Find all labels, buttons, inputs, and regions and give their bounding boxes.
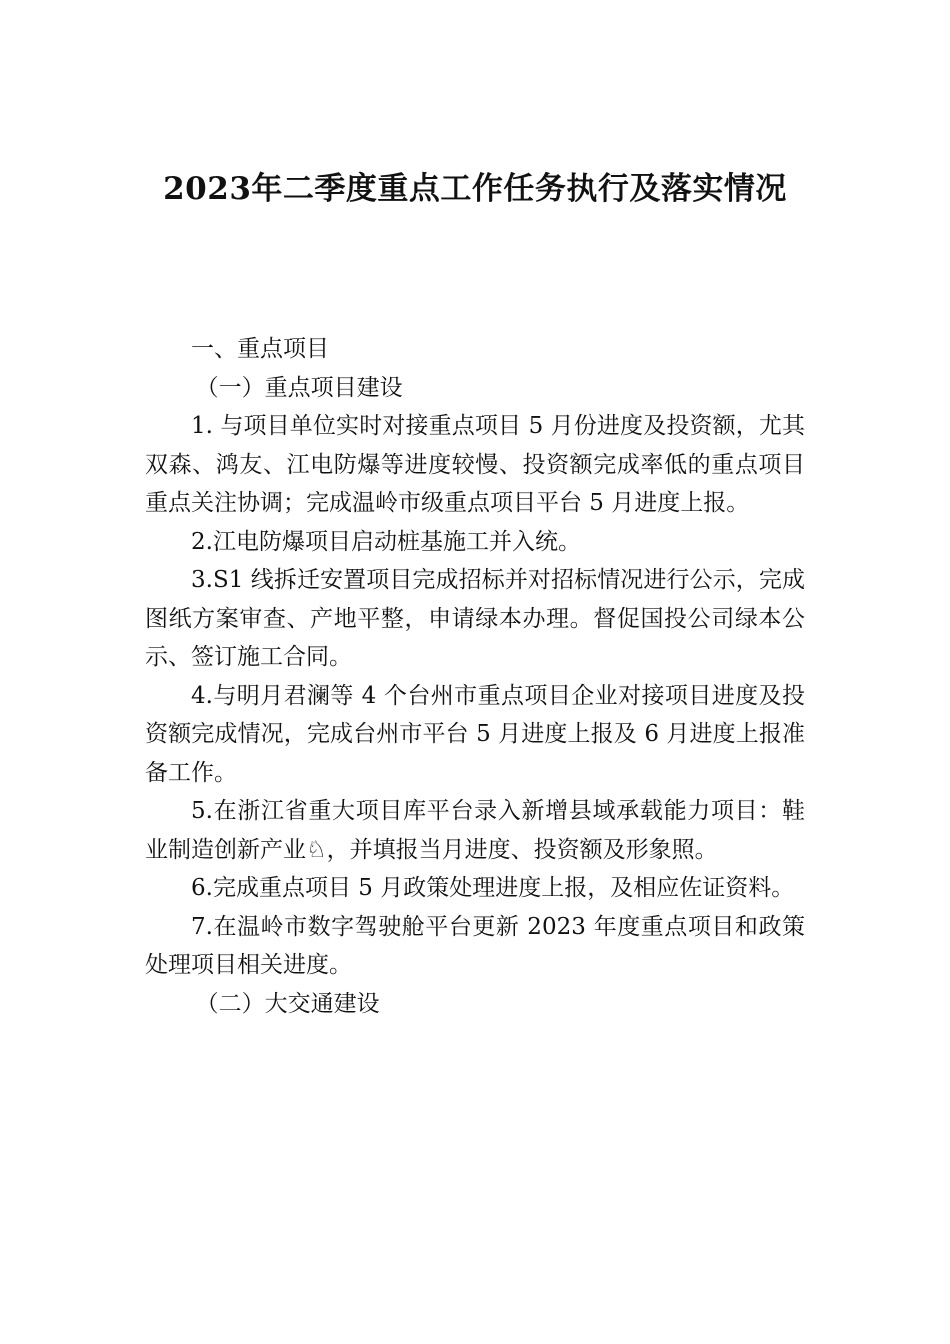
list-item: 5.在浙江省重大项目库平台录入新增县域承载能力项目：鞋业制造创新产业♘，并填报当月进度、投资额及形象照。 bbox=[145, 798, 805, 863]
subsection-heading: （二）大交通建设 bbox=[195, 990, 380, 1017]
list-item: 1. 与项目单位实时对接重点项目 5 月份进度及投资额，尤其双森、鸿友、江电防爆等进度较慢、投资额完成率低的重点项目重点关注协调；完成温岭市级重点项目平台 5 月进度上报。 bbox=[145, 413, 805, 516]
document-title: 2023年二季度重点工作任务执行及落实情况 bbox=[163, 171, 787, 207]
document-body bbox=[145, 330, 805, 1023]
subsection-heading: （一）重点项目建设 bbox=[195, 374, 403, 401]
list-item: 3.S1 线拆迁安置项目完成招标并对招标情况进行公示，完成图纸方案审查、产地平整，申请绿本办理。督促国投公司绿本公示、签订施工合同。 bbox=[145, 567, 805, 670]
list-item: 6.完成重点项目 5 月政策处理进度上报，及相应佐证资料。 bbox=[191, 875, 795, 901]
list-item: 2.江电防爆项目启动桩基施工并入统。 bbox=[191, 528, 581, 555]
list-item: 4.与明月君澜等 4 个台州市重点项目企业对接项目进度及投资额完成情况，完成台州市平台 5 月进度上报及 6 月进度上报准备工作。 bbox=[145, 682, 805, 786]
section-heading: 一、重点项目 bbox=[191, 336, 329, 362]
list-item: 7.在温岭市数字驾驶舱平台更新 2023 年度重点项目和政策处理项目相关进度。 bbox=[145, 913, 805, 978]
